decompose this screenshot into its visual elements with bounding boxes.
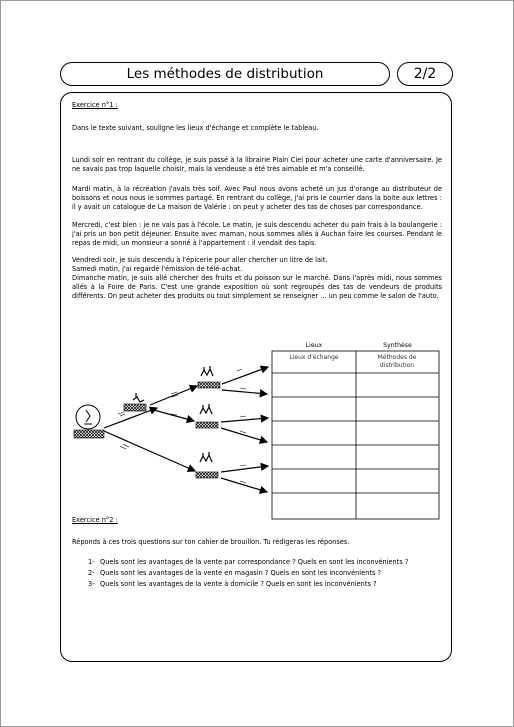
table-subheader-lieux-echange: Lieux d'échange [289, 354, 339, 361]
paragraph-wednesday: Mercredi, c'est bien : je ne vais pas à l'école. Le matin, je suis descendu acheter du pain frais à la boulangerie : j'ai pris un bon petit déjeuner. Ensuite avec maman, nous sommes allés à Auchan faire les courses. Pendant le repas de midi, un monsieur a sonné à l'appartement : il vendait des tapis. [72, 221, 442, 247]
question-1-text: Quels sont les avantages de la vente par correspondance ? Quels en sont les inconvénients ? [100, 558, 409, 566]
paragraph-tuesday: Mardi matin, à la récréation j'avais très soif. Avec Paul nous avons acheté un jus d'orange au distributeur de boissons et nous nous le sommes partagé. En rentrant du collège, j'ai pris le courrier dans la boite aux lettres : il y avait un catalogue de La maison de Valérie : on peut y acheter des tas de choses par correspondance. [72, 185, 442, 211]
producer-figure [74, 405, 104, 438]
table-subheader-methodes: Méthodes de distribution [377, 354, 417, 369]
exercise1-instruction: Dans le texte suivant, souligne les lieux d'échange et complète le tableau. [72, 124, 319, 132]
question-1 [88, 558, 408, 567]
retailer-figure-middle [196, 404, 218, 428]
page-title: Les méthodes de distribution [60, 62, 390, 86]
paragraph-saturday: Samedi matin, j'ai regardé l'émission de télé-achat. [72, 265, 243, 273]
question-3 [88, 580, 376, 589]
question-3-text: Quels sont les avantages de la vente à domicile ? Quels en sont les inconvénients ? [100, 580, 377, 588]
exercise2-instruction: Réponds à ces trois questions sur ton cahier de brouillon. Tu rédigeras les réponses. [72, 538, 350, 546]
flow-arrows [104, 367, 268, 492]
page-number: 2/2 [397, 62, 453, 86]
question-3-number: 3- [88, 580, 95, 588]
table-header-synthese: Synthèse [383, 342, 412, 349]
question-2-text: Quels sont les avantages de la vente en magasin ? Quels en sont les inconvénients ? [100, 569, 381, 577]
question-2-number: 2- [88, 569, 95, 577]
wholesaler-figure [124, 393, 146, 411]
paragraph-friday: Vendredi soir, je suis descendu à l'épicerie pour aller chercher un litre de lait. [72, 256, 328, 264]
question-1-number: 1- [88, 558, 95, 566]
paragraph-monday: Lundi soir en rentrant du collège, je suis passé à la librairie Plain Ciel pour acheter une carte d'anniversaire. Je ne savais pas trop laquelle choisir, mais la vendeuse a été très aimable et m'a conseillé. [72, 156, 442, 173]
exercise1-heading: Exercice n°1 : [72, 101, 118, 109]
table-header-lieux: Lieux [305, 342, 323, 349]
question-2 [88, 569, 381, 578]
exchange-table [272, 351, 439, 519]
exercise2-heading: Exercice n°2 : [72, 516, 118, 524]
paragraph-sunday: Dimanche matin, je suis allé chercher des fruits et du poisson sur le marché. Dans l'après midi, nous sommes allés à la Foire de Paris. C'est une grande exposition où sont regroupés des tas de vendeurs de produits différents. On peut acheter des produits ou tout simplement se renseigner ... un peu comme le salon de l'auto. [72, 274, 442, 300]
retailer-figure-bottom [196, 452, 218, 478]
retailer-figure-top [198, 366, 220, 388]
